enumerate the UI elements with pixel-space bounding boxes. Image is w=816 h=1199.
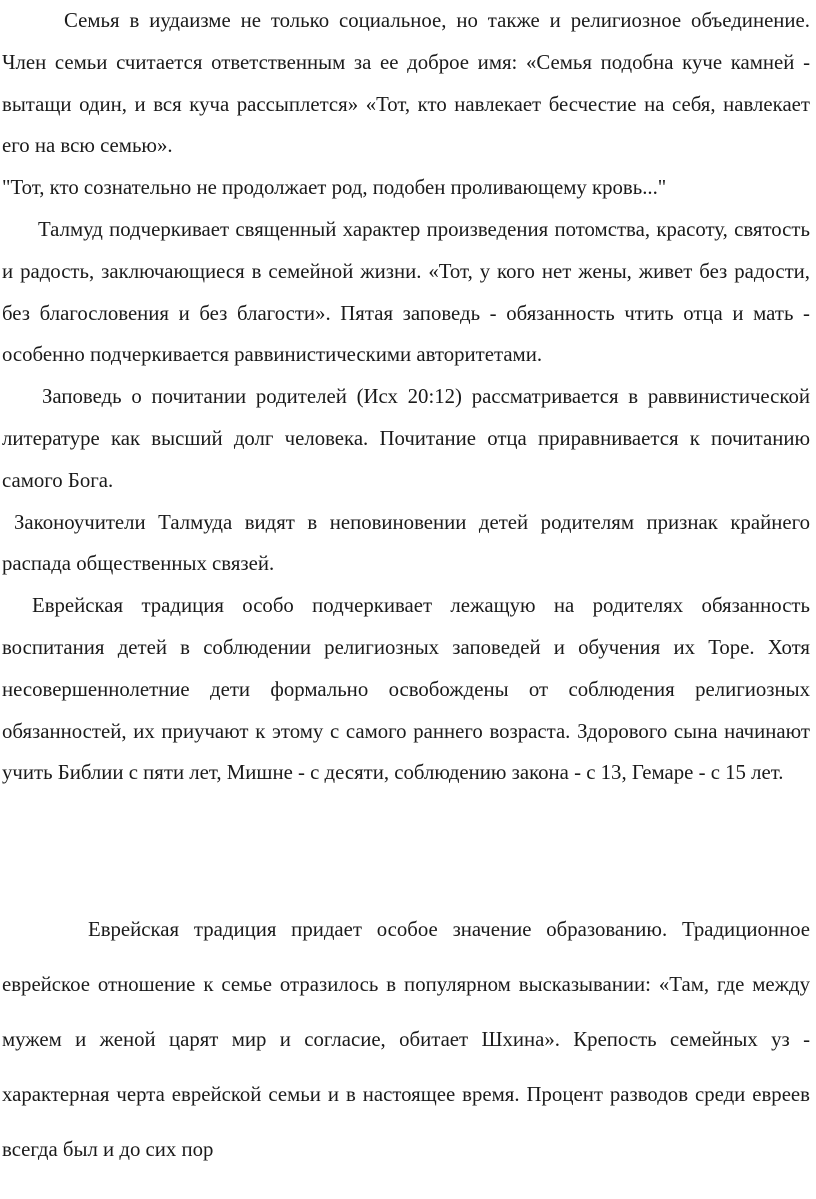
paragraph-raising-children: Еврейская традиция особо подчеркивает лежащую на родителях обязанность воспитания детей в соблюдении религиозных заповедей и обучения их Торе. Хотя несовершеннолетние дети формально освобождены от соблюдения религиозных обязанностей, их приучают к этому с самого раннего возраста. Здорового сына начинают учить Библии с пяти лет, Мишне - с десяти, соблюдению закона - с 13, Гемаре - с 15 лет. (2, 594, 810, 785)
paragraph-continuing-lineage: "Тот, кто сознательно не продолжает род, подобен проливающему кровь..." (2, 176, 667, 200)
text-block-education (0, 902, 812, 1177)
paragraph-talmud-sacred-character: Талмуд подчеркивает священный характер произведения потомства, красоту, святость и радость, заключающиеся в семейной жизни. «Тот, у кого нет жены, живет без радости, без благословения и без благости». Пятая заповедь - обязанность чтить отца и мать - особенно подчеркивается раввинистическими авторитетами. (2, 217, 810, 367)
paragraph-talmud-teachers: Законоучители Талмуда видят в неповиновении детей родителям признак крайнего распада общественных связей. (2, 510, 810, 576)
paragraph-family-religious-union: Семья в иудаизме не только социальное, но также и религиозное объединение. Член семьи считается ответственным за ее доброе имя: «Семья подобна куче камней - вытащи один, и вся куча рассыплется» «Тот, кто навлекает бесчестие на себя, навлекает его на всю семью». (2, 9, 810, 158)
paragraph-education-importance: Еврейская традиция придает особое значение образованию. Традиционное еврейское отношение к семье отразилось в популярном высказывании: «Там, где между мужем и женой царят мир и согласие, обитает Шхина». Крепость семейных уз - характерная черта еврейской семьи и в настоящее время. Процент разводов среди евреев всегда был и до сих пор (2, 918, 810, 1161)
paragraph-honoring-parents: Заповедь о почитании родителей (Исх 20:12) рассматривается в раввинистической литературе как высший долг человека. Почитание отца приравнивается к почитанию самого Бога. (2, 385, 810, 492)
